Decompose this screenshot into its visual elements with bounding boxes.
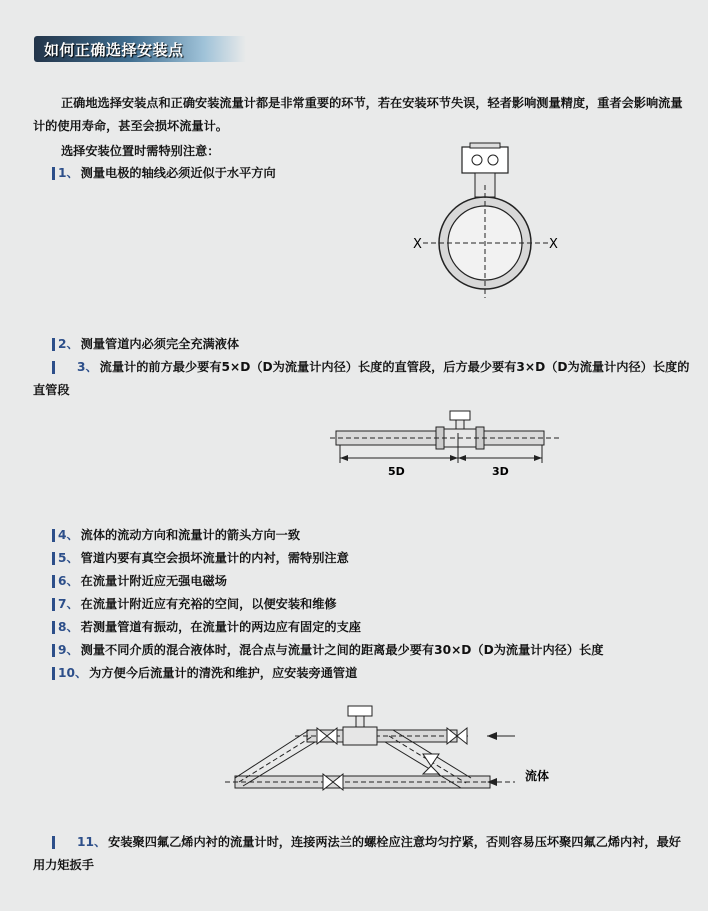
electrode-axis-diagram [400, 140, 580, 310]
meter-head [450, 411, 470, 420]
item-text: 为方便今后流量计的清洗和维护，应安装旁通管道 [89, 666, 358, 680]
valve-icon [423, 766, 439, 774]
arrow-icon [450, 455, 458, 461]
arrow-icon [534, 455, 542, 461]
item-text: 管道内要有真空会损坏流量计的内衬，需特别注意 [80, 551, 349, 565]
intro-paragraph: 正确地选择安装点和正确安装流量计都是非常重要的环节，若在安装环节失误，轻者影响测量精度，重者会影响流量计的使用寿命，甚至会损坏流量计。 [33, 96, 683, 133]
left-diagonal-centerline [239, 736, 313, 782]
item-number: 6、 [52, 575, 79, 588]
page-title: 如何正确选择安装点 [44, 41, 184, 59]
item-number: 5、 [52, 552, 79, 565]
list-item-5 [52, 547, 349, 570]
axis-label-left: X [413, 237, 422, 252]
intro-note: 选择安装位置时需特别注意： [61, 144, 220, 158]
meter-head [348, 706, 372, 716]
item-text: 流量计的前方最少要有5×D（D为流量计内径）长度的直管段，后方最少要有3×D（D为流量计内径）长度的直管段 [33, 360, 690, 397]
item-number: 10、 [52, 667, 87, 680]
list-item-4 [52, 524, 300, 547]
item-number: 3、 [52, 361, 98, 374]
list-item-7 [52, 593, 337, 616]
dim-label-3d: 3D [492, 465, 509, 478]
item-text: 流体的流动方向和流量计的箭头方向一致 [80, 528, 301, 542]
valve-icon [423, 754, 439, 766]
list-item-11 [33, 831, 693, 877]
item-number: 11、 [52, 836, 106, 849]
item-number: 7、 [52, 598, 79, 611]
meter-stem [356, 715, 364, 727]
item-text: 在流量计附近应有充裕的空间，以便安装和维修 [80, 597, 337, 611]
list-item-2 [52, 333, 239, 356]
arrow-icon [340, 455, 348, 461]
item-number: 8、 [52, 621, 79, 634]
straight-pipe-diagram [330, 403, 570, 483]
meter-body [343, 727, 377, 745]
item-text: 测量电极的轴线必须近似于水平方向 [80, 166, 276, 180]
flow-label: 流体 [525, 769, 550, 783]
terminal-right [488, 155, 498, 165]
dim-label-5d: 5D [388, 465, 405, 478]
valve-icon [457, 728, 467, 744]
list-item-8 [52, 616, 361, 639]
section-title-bar [34, 36, 246, 62]
item-text: 安装聚四氟乙烯内衬的流量计时，连接两法兰的螺栓应注意均匀拧紧，否则容易压坏聚四氟乙烯内衬，最好用力矩扳手 [33, 835, 681, 872]
left-diagonal-edge [235, 730, 309, 778]
list-item-6 [52, 570, 227, 593]
item-number: 2、 [52, 338, 79, 351]
item-number: 9、 [52, 644, 79, 657]
list-item-9 [52, 639, 603, 662]
converter-head [462, 147, 508, 173]
item-text: 在流量计附近应无强电磁场 [80, 574, 227, 588]
arrow-icon [487, 732, 497, 740]
list-item-1 [52, 162, 276, 185]
item-text: 测量管道内必须完全充满液体 [80, 337, 240, 351]
bypass-pipe-diagram [225, 700, 570, 805]
list-item-3 [33, 356, 693, 402]
item-number: 4、 [52, 529, 79, 542]
arrow-icon [458, 455, 466, 461]
converter-cap [470, 143, 500, 148]
axis-label-right: X [549, 237, 558, 252]
item-number: 1、 [52, 167, 79, 180]
item-text: 测量不同介质的混合液体时，混合点与流量计之间的距离最少要有30×D（D为流量计内径）长度 [80, 643, 604, 657]
terminal-left [472, 155, 482, 165]
list-item-10 [52, 662, 357, 685]
item-text: 若测量管道有振动，在流量计的两边应有固定的支座 [80, 620, 361, 634]
